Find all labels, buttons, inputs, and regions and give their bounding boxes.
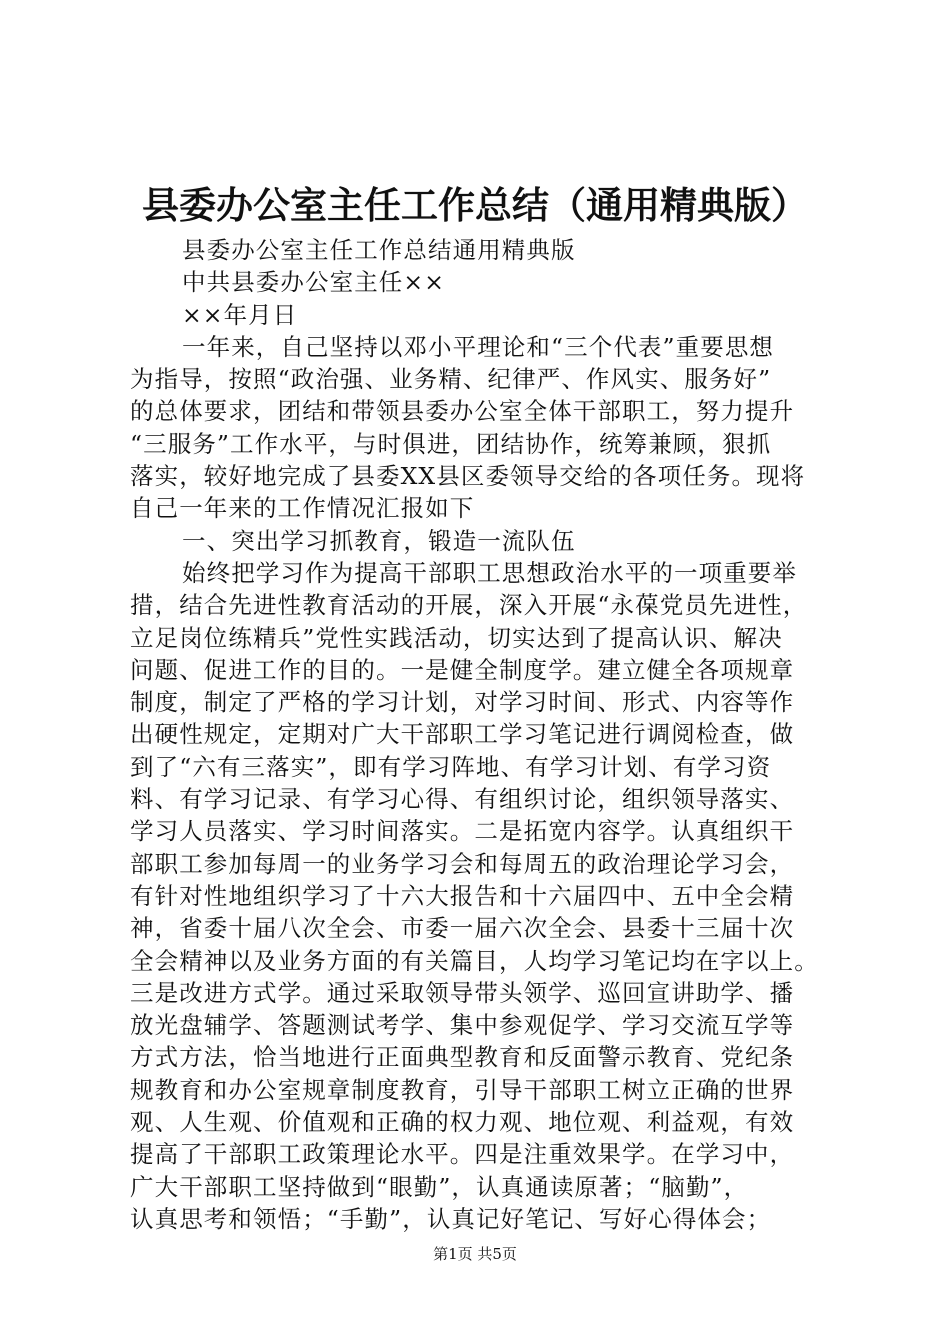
- body-line: 料、有学习记录、有学习心得、有组织讨论，组织领导落实、: [130, 785, 795, 814]
- body-line: 认真思考和领悟；“手勤”，认真记好笔记、写好心得体会；: [130, 1204, 772, 1233]
- body-line: 出硬性规定，定期对广大干部职工学习笔记进行调阅检查，做: [130, 720, 795, 749]
- body-line: 神，省委十届八次全会、市委一届六次全会、县委十三届十次: [130, 914, 795, 943]
- body-line: 提高了干部职工政策理论水平。四是注重效果学。在学习中，: [130, 1140, 795, 1169]
- body-line: 县委办公室主任工作总结通用精典版: [182, 236, 576, 264]
- body-line: 为指导，按照“政治强、业务精、纪律严、作风实、服务好”: [130, 365, 772, 394]
- body-line: 中共县委办公室主任××: [182, 268, 445, 297]
- body-line: 始终把学习作为提高干部职工思想政治水平的一项重要举: [182, 558, 797, 587]
- body-line: 放光盘辅学、答题测试考学、集中参观促学、学习交流互学等: [130, 1011, 795, 1040]
- body-line: 到了“六有三落实”，即有学习阵地、有学习计划、有学习资: [130, 752, 772, 781]
- document-title: 县委办公室主任工作总结（通用精典版）: [142, 184, 808, 227]
- body-line: 观、人生观、价值观和正确的权力观、地位观、利益观，有效: [130, 1108, 795, 1137]
- body-line: 自己一年来的工作情况汇报如下: [130, 494, 475, 523]
- body-line: 学习人员落实、学习时间落实。二是拓宽内容学。认真组织干: [130, 817, 795, 846]
- body-line: “三服务”工作水平，与时俱进，团结协作，统筹兼顾，狠抓: [130, 429, 772, 458]
- body-line: 一、突出学习抓教育，锻造一流队伍: [182, 526, 576, 555]
- body-line: 有针对性地组织学习了十六大报告和十六届四中、五中全会精: [130, 881, 795, 910]
- document-body: [130, 234, 830, 1235]
- body-line: 方式方法，恰当地进行正面典型教育和反面警示教育、党纪条: [130, 1043, 795, 1072]
- body-line: 规教育和办公室规章制度教育，引导干部职工树立正确的世界: [130, 1075, 795, 1104]
- body-line: 一年来，自己坚持以邓小平理论和“三个代表”重要思想: [182, 332, 775, 361]
- body-line: 广大干部职工坚持做到“眼勤”，认真通读原著；“脑勤”，: [130, 1172, 749, 1201]
- body-line: 制度，制定了严格的学习计划，对学习时间、形式、内容等作: [130, 688, 795, 717]
- body-line: 立足岗位练精兵”党性实践活动，切实达到了提高认识、解决: [130, 623, 783, 652]
- body-line: 的总体要求，团结和带领县委办公室全体干部职工，努力提升: [130, 397, 795, 426]
- body-line: 部职工参加每周一的业务学习会和每周五的政治理论学习会，: [130, 849, 795, 878]
- page-footer: 第1页 共5页: [433, 1245, 517, 1263]
- body-line: ××年月日: [182, 300, 298, 329]
- body-line: 问题、促进工作的目的。一是健全制度学。建立健全各项规章: [130, 655, 795, 684]
- body-line: 落实，较好地完成了县委XX县区委领导交给的各项任务。现将: [130, 462, 806, 491]
- body-line: 三是改进方式学。通过采取领导带头领学、巡回宣讲助学、播: [130, 978, 795, 1007]
- body-line: 措，结合先进性教育活动的开展，深入开展“永葆党员先进性，: [130, 591, 808, 620]
- body-line: 全会精神以及业务方面的有关篇目，人均学习笔记均在字以上。: [130, 946, 819, 975]
